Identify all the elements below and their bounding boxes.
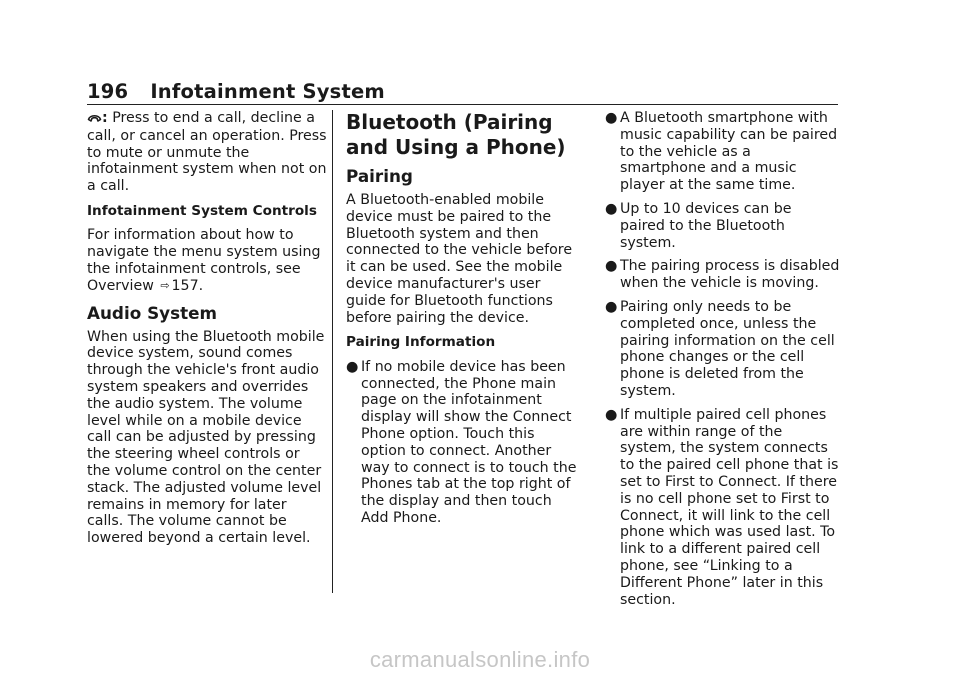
- pairing-info-heading: Pairing Information: [346, 334, 496, 351]
- page-ref-link[interactable]: 157.: [171, 277, 204, 294]
- right-column: [605, 110, 840, 615]
- list-item-text: The pairing process is disabled when the vehicle is moving.: [620, 258, 840, 292]
- bluetooth-heading: Bluetooth (Pairing and Using a Phone): [346, 110, 566, 159]
- page-header: [87, 80, 838, 103]
- list-item-text: Up to 10 devices can be paired to the Bluetooth system.: [620, 200, 792, 251]
- end-call-text: Press to end a call, decline a call, or cancel an operation. Press to mute or unmute the infotainment system when not on a call.: [87, 110, 327, 195]
- list-item: [605, 407, 840, 609]
- list-item: [346, 359, 578, 527]
- header-divider: [87, 104, 838, 105]
- bullet-icon: ●: [605, 298, 618, 315]
- controls-paragraph: [87, 227, 327, 294]
- list-item: [605, 110, 840, 194]
- pairing-info-list-continued: [605, 110, 840, 608]
- watermark: carmanualsonline.info: [369, 647, 591, 672]
- phone-hangup-icon: [87, 111, 102, 128]
- audio-heading: Audio System: [87, 302, 217, 323]
- pairing-heading: Pairing: [346, 166, 413, 186]
- audio-paragraph: When using the Bluetooth mobile device system, sound comes through the vehicle's front audio system speakers and overrides the audio system. The volume level while on a mobile device call can be adjusted by pressing the steering wheel controls or the volume control on the center stack. The adjusted volume level remains in memory for later calls. The volume cannot be lowered beyond a certain level.: [87, 328, 325, 547]
- middle-column: [346, 110, 578, 534]
- page-number: 196: [87, 80, 129, 103]
- bullet-icon: ●: [605, 406, 618, 423]
- end-call-paragraph: : Press to end a call, decline a call, or cancel an operation. Press to mute or unmute the infotainment system when not on a call.: [87, 110, 327, 195]
- page-title: Infotainment System: [150, 80, 385, 103]
- bullet-icon: ●: [346, 358, 359, 375]
- controls-heading: Infotainment System Controls: [87, 202, 317, 219]
- page-ref-arrow-icon: ⇨: [160, 278, 170, 292]
- list-item: [605, 299, 840, 400]
- bullet-icon: ●: [605, 258, 618, 275]
- pairing-info-list: [346, 359, 578, 527]
- list-item-text: If multiple paired cell phones are within range of the system, the system connects to the paired cell phone that is set to First to Connect. If there is no cell phone set to First to Connect, it will link to the cell phone which was used last. To link to a different paired cell phone, see “Linking to a Different Phone” later in this section.: [620, 406, 839, 608]
- left-column: [87, 110, 327, 555]
- controls-text: For information about how to navigate the menu system using the infotainment controls, see Overview: [87, 227, 321, 294]
- list-item-text: Pairing only needs to be completed once, unless the pairing information on the cell phone changes or the cell phone is deleted from the system.: [620, 298, 835, 399]
- list-item: [605, 201, 840, 251]
- bullet-icon: ●: [605, 200, 618, 217]
- bullet-icon: ●: [605, 110, 618, 126]
- pairing-paragraph: A Bluetooth-enabled mobile device must be paired to the Bluetooth system and then connected to the vehicle before it can be used. See the mobile device manufacturer's user guide for Bluetooth functions before pairing the device.: [346, 192, 573, 326]
- list-item: [605, 258, 840, 292]
- column-divider: [332, 110, 333, 593]
- list-item-text: If no mobile device has been connected, the Phone main page on the infotainment display will show the Connect Phone option. Touch this option to connect. Another way to connect is to touch the Phones tab at the top right of the display and then touch Add Phone.: [361, 358, 577, 527]
- list-item-text: A Bluetooth smartphone with music capability can be paired to the vehicle as a smartphone and a music player at the same time.: [620, 110, 838, 194]
